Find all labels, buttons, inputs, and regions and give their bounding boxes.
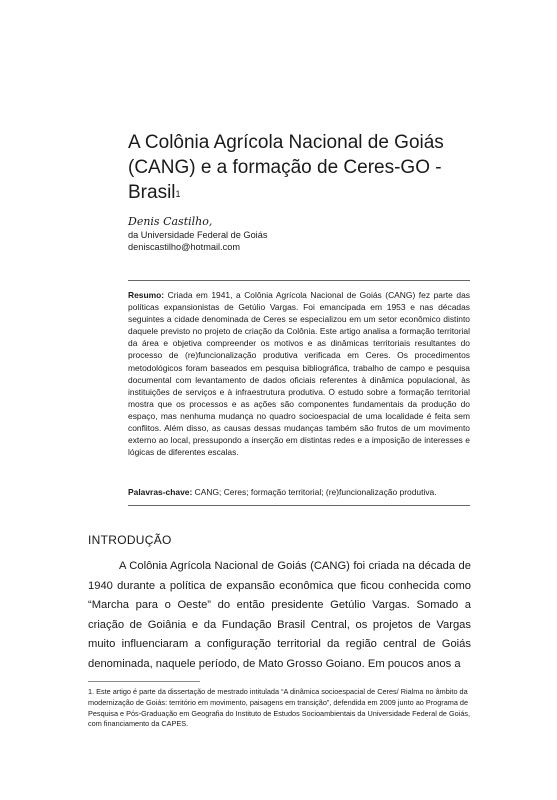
abstract-top-rule [128,280,470,281]
abstract-bottom-rule [128,505,470,506]
footnote-1: 1. Este artigo é parte da dissertação de mestrado intitulada “A dinâmica socioespacial de Ceres/ Rialma no âmbito da modernização de Goiás: território em movimento, paisagens em transição”, defendida em 2009 junto ao Programa de Pesquisa e Pós-Graduação em Geografia do Instituto de Estudos Socioambientais da Universidade Federal de Goiás, com financiamento da CAPES. [88,687,471,729]
abstract-text: Criada em 1941, a Colônia Agrícola Nacional de Goiás (CANG) fez parte das políticas expansionistas de Getúlio Vargas. Foi emancipada em 1953 e nas décadas seguintes a cidade denominada de Ceres se especializou em um setor econômico distinto daquele previsto no projeto de criação da Colônia. Este artigo analisa a formação territorial da área e objetiva compreender os motivos e as dinâmicas territoriais resultantes do processo de (re)funcionalização produtiva verificada em Ceres. Os procedimentos metodológicos foram baseados em pesquisa bibliográfica, trabalho de campo e pesquisa documental com levantamento de dados oficiais referentes à dinâmica populacional, às instituições de serviços e à infraestrutura produtiva. O estudo sobre a formação territorial mostra que os processos e as ações são componentes fundamentais da produção do espaço, mas nenhuma mudança no quadro socioespacial de uma localidade é feita sem conflitos. Além disso, as causas dessas mudanças também são frutos de um movimento externo ao local, pressupondo a inserção em distintas redes e a imposição de interesses e lógicas de diferentes escalas. [128,290,470,458]
introduction-paragraph: A Colônia Agrícola Nacional de Goiás (CANG) foi criada na década de 1940 durante a política de expansão econômica que ficou conhecida como “Marcha para o Oeste” do então presidente Getúlio Vargas. Somado a criação de Goiânia e da Fundação Brasil Central, os projetos de Vargas muito influenciaram a configuração territorial da região central de Goiás denominada, naquele período, de Mato Grosso Goiano. Em poucos anos a [88,560,471,670]
keywords-label: Palavras-chave: [128,487,193,497]
author-email: deniscastilho@hotmail.com [128,242,240,252]
author-affiliation: da Universidade Federal de Goiás [128,230,268,240]
section-heading-introducao: INTRODUÇÃO [88,533,172,547]
keywords [128,486,470,498]
footnote-rule [88,681,200,682]
title-footnote-marker: 1 [175,189,181,199]
article-title-text: A Colônia Agrícola Nacional de Goiás (CANG) e a formação de Ceres-GO - Brasil [128,132,444,203]
article-title [128,130,488,205]
keywords-text: CANG; Ceres; formação territorial; (re)funcionalização produtiva. [194,487,437,497]
abstract-label: Resumo: [128,290,165,300]
author-name: Denis Castilho, [128,215,213,228]
abstract [128,289,470,458]
